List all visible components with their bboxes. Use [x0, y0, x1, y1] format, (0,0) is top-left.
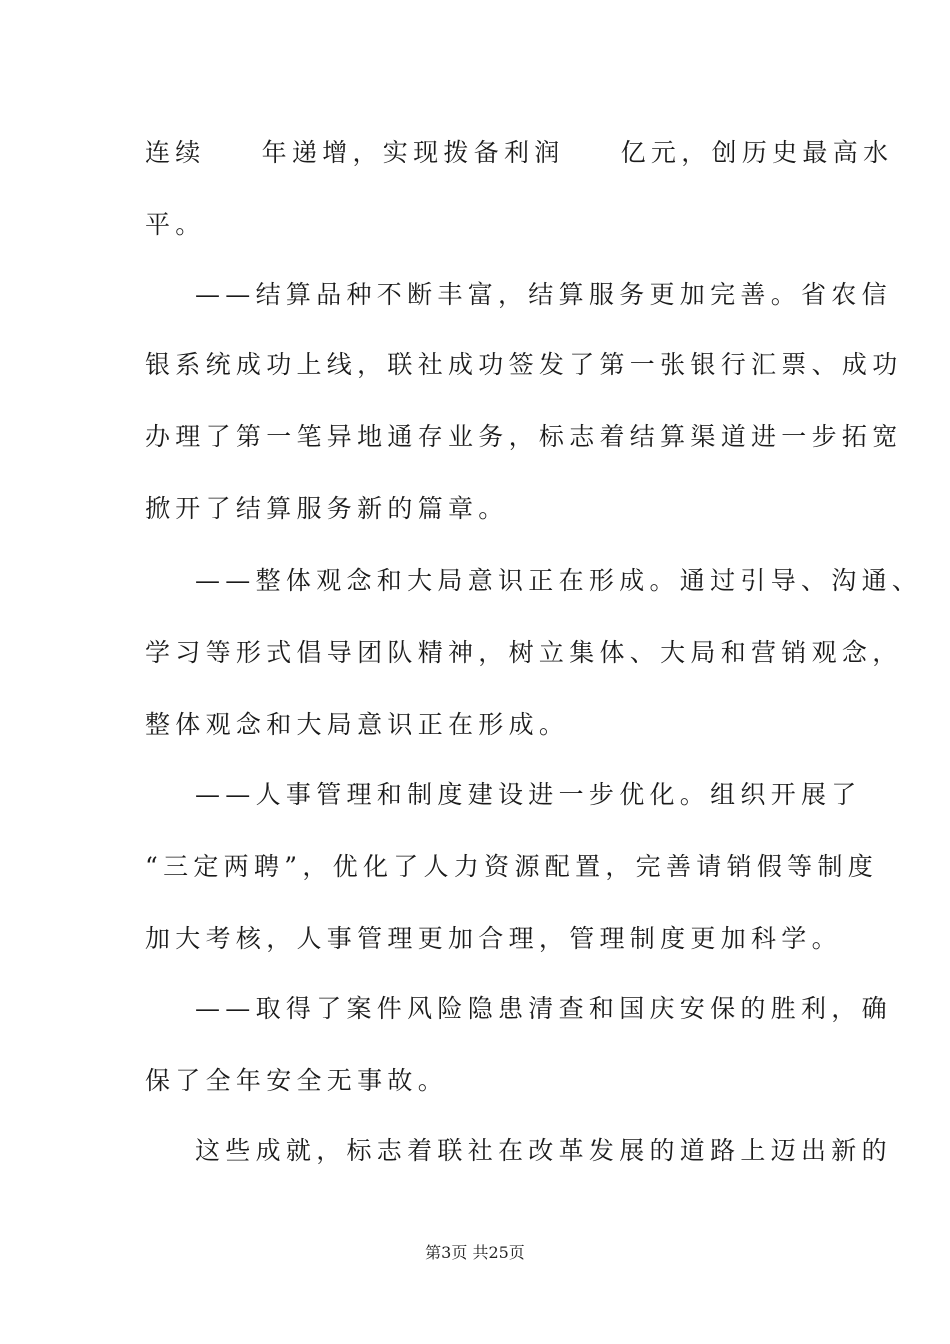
text-line-14: 保了全年安全无事故。: [145, 1066, 449, 1095]
text-fragment: 连续: [145, 138, 206, 167]
page-footer: 第3页 共25页: [425, 1243, 525, 1262]
paragraph-achievements-start: 这些成就，标志着联社在改革发展的道路上迈出新的: [195, 1136, 892, 1165]
text-line-8: 学习等形式倡导团队精神，树立集体、大局和营销观念，: [145, 638, 903, 667]
text-fragment: 亿元，创历史最高水: [620, 138, 894, 167]
text-fragment: 年递增，实现拨备利润: [261, 138, 565, 167]
text-line-6: 掀开了结算服务新的篇章。: [145, 494, 509, 523]
text-line-4: 银系统成功上线，联社成功签发了第一张银行汇票、成功: [145, 350, 903, 379]
text-line-11: “三定两聘”，优化了人力资源配置，完善请销假等制度: [145, 852, 879, 881]
text-line-12: 加大考核，人事管理更加合理，管理制度更加科学。: [145, 924, 842, 953]
text-line-1: [145, 138, 893, 168]
text-line-5: 办理了第一笔异地通存业务，标志着结算渠道进一步拓宽: [145, 422, 903, 451]
paragraph-hr-start: ——人事管理和制度建设进一步优化。组织开展了: [195, 780, 862, 809]
paragraph-overall-view-start: ——整体观念和大局意识正在形成。通过引导、沟通、: [195, 566, 923, 595]
paragraph-security-start: ——取得了案件风险隐患清查和国庆安保的胜利，确: [195, 994, 892, 1023]
text-line-9: 整体观念和大局意识正在形成。: [145, 710, 570, 739]
text-line-2: 平。: [145, 210, 206, 239]
paragraph-settlement-start: ——结算品种不断丰富，结算服务更加完善。省农信: [195, 280, 892, 309]
